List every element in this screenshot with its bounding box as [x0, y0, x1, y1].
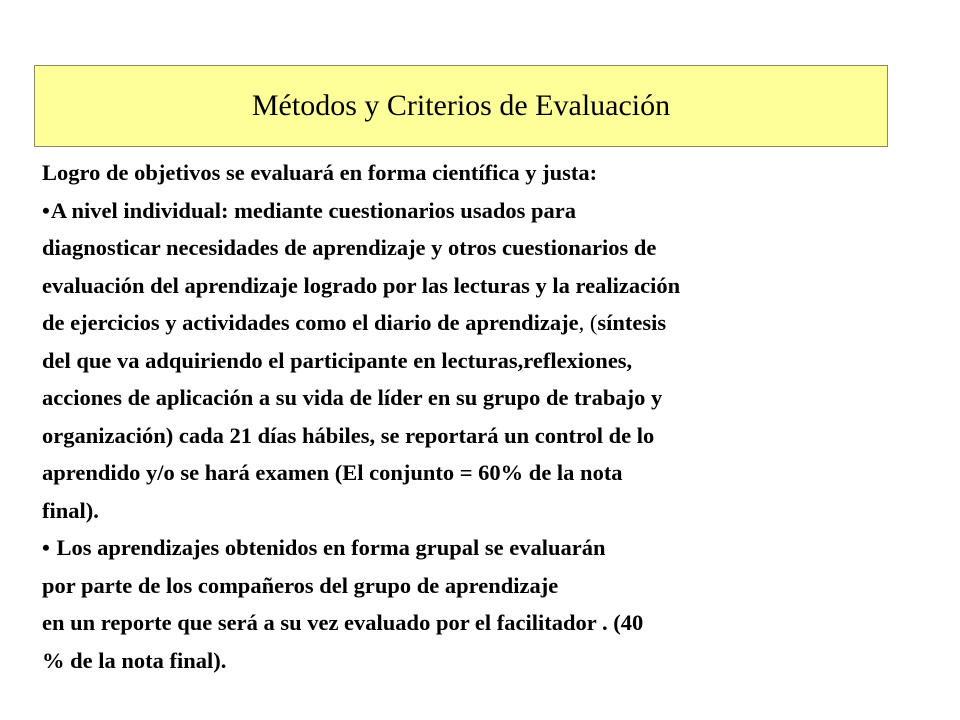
body-line: del que va adquiriendo el participante en lecturas,reflexiones,	[42, 347, 633, 373]
body-line-text: Los aprendizajes obtenidos en forma grupal se evaluarán	[50, 535, 606, 560]
body-line: % de la nota final).	[42, 647, 227, 673]
body-line: por parte de los compañeros del grupo de aprendizaje	[42, 572, 559, 598]
slide-title: Métodos y Criterios de Evaluación	[251, 89, 671, 122]
body-line-text-end: síntesis	[597, 310, 667, 335]
bullet-item-group	[42, 529, 950, 567]
body-line: aprendido y/o se hará examen (El conjunto = 60% de la nota	[42, 460, 623, 485]
body-line: organización) cada 21 días hábiles, se reportará un control de lo	[42, 422, 655, 448]
body-line: en un reporte que será a su vez evaluado por el facilitador . (40	[42, 610, 644, 635]
body-line: Logro de objetivos se evaluará en forma científica y justa:	[42, 160, 598, 185]
slide-body	[42, 154, 950, 679]
body-line: final).	[42, 497, 99, 523]
body-line-normal-punct: , (	[578, 310, 598, 335]
bullet-item-individual	[42, 192, 950, 230]
body-line	[42, 304, 950, 342]
bullet-icon: •	[42, 535, 50, 560]
slide-title-box	[34, 65, 888, 147]
body-line: acciones de aplicación a su vida de líder en su grupo de trabajo y	[42, 385, 663, 410]
body-line: evaluación del aprendizaje logrado por las lecturas y la realización	[42, 272, 681, 298]
body-line: diagnosticar necesidades de aprendizaje y otros cuestionarios de	[42, 235, 657, 260]
bullet-icon: •	[42, 197, 50, 223]
body-line-text: A nivel individual: mediante cuestionarios usados para	[50, 197, 576, 223]
body-line-text: de ejercicios y actividades como el diario de aprendizaje	[42, 310, 579, 335]
